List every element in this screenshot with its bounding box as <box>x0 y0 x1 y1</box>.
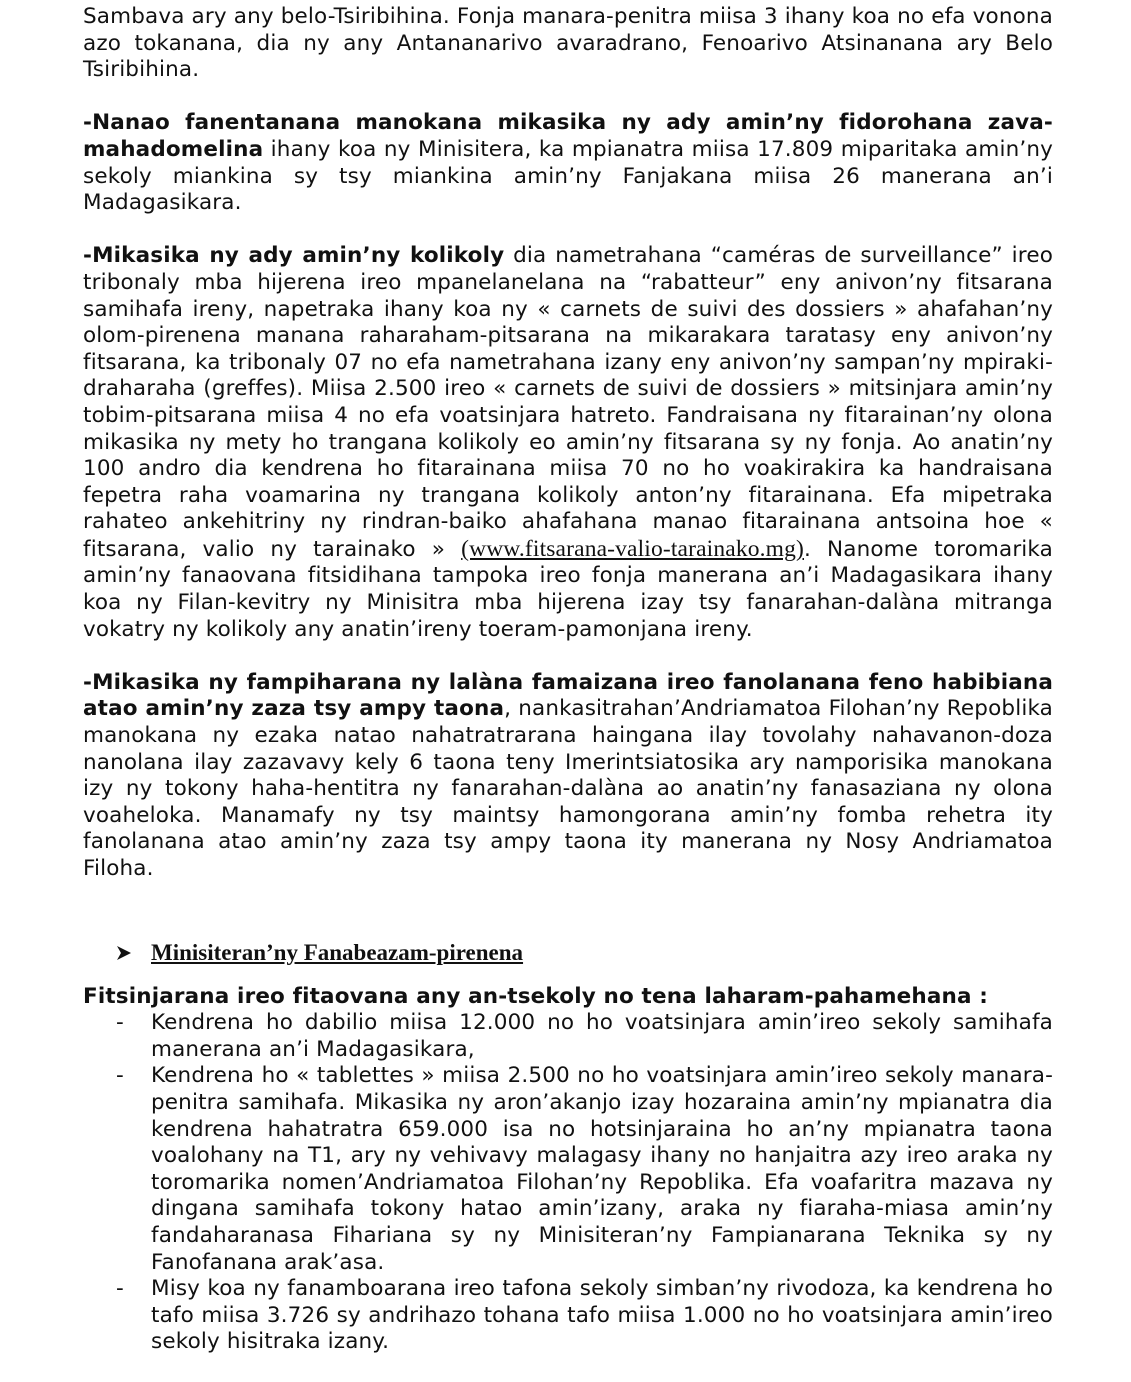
list-item <box>83 1063 1053 1276</box>
subheading: Fitsinjarana ireo fitaovana any an-tsekoly no tena laharam-pahamehana : <box>83 983 988 1009</box>
document-page <box>83 0 1053 1356</box>
spacer <box>83 643 1053 670</box>
paragraph-intro <box>83 4 1053 84</box>
arrow-bullet-icon <box>83 938 151 968</box>
paragraph-law <box>83 670 1053 883</box>
paragraph-corruption-text-a: dia nametrahana “caméras de surveillance” ireo tribonaly mba hijerena ireo mpanelanelana na “rabatteur” eny anivon’ny fitsarana samihafa ireny, napetraka ihany koa ny « carnets de suivi des dossiers » ahafahan’ny olom-pirenena manana raharaham-pitsarana na mikarakara taratasy eny anivon’ny fitsarana, ka tribonaly 07 no efa nametrahana izany eny anivon’ny sampan’ny mpiraki-draharaha (greffes). Miisa 2.500 ireo « carnets de suivi de dossiers » mitsinjara amin’ny tobim-pitsarana miisa 4 no efa voatsinjara hatreto. Fandraisana ny fitarainan’ny olona mikasika ny mety ho trangana kolikoly eo amin’ny fitsarana sy ny fonja. Ao anatin’ny 100 andro dia kendrena ho fitarainana miisa 70 no ho voakirakira ka handraisana fepetra raha voamarina ny trangana kolikoly anton’ny fitarainana. Efa mipetraka rahateo ankehitriny ny rindran-baiko ahafahana manao fitarainana antsoina hoe « fitsarana, valio ny tarainako » <box>83 243 1053 562</box>
section-heading <box>83 938 1053 968</box>
paragraph-corruption <box>83 243 1053 643</box>
paragraph-law-lead: -Mikasika ny fampiharana ny lalàna famaizana ireo fanolanana feno habibiana atao amin’ny zaza tsy ampy taona <box>83 669 1053 722</box>
spacer <box>83 217 1053 244</box>
section-title: Minisiteran’ny Fanabeazam-pirenena <box>151 939 524 965</box>
dash-bullet: - <box>116 1063 124 1089</box>
paragraph-drugs-lead: -Nanao fanentanana manokana mikasika ny ady amin’ny fidorohana zava-mahadomelina <box>83 110 1053 162</box>
spacer <box>83 883 1053 938</box>
list-item-text: Kendrena ho « tablettes » miisa 2.500 no ho voatsinjara amin’ireo sekoly manara-penitra samihafa. Mikasika ny aron’akanjo izay hozaraina amin’ny mpianatra dia kendrena hahatratra 659.000 isa no hotsinjaraina ho an’ny mpianatra taona voalohany na T1, ary ny vehivavy malagasy ihany no hanjaitra azy ireo araka ny toromarika nomen’Andriamatoa Filohan’ny Repoblika. Efa voafaritra mazava ny dingana samihafa tokony hatao amin’izany, araka ny fiaraha-miasa amin’ny fandaharanasa Fihariana sy ny Minisiteran’ny Fampianarana Teknika sy ny Fanofanana arak’asa. <box>151 1063 1053 1275</box>
paragraph-drugs-text: ihany koa ny Minisitera, ka mpianatra miisa 17.809 miparitaka amin’ny sekoly miankina sy tsy miankina amin’ny Fanjakana miisa 26 manerana an’i Madagasikara. <box>83 136 1053 216</box>
paragraph-corruption-text-b: . Nanome toromarika amin’ny fanaovana fitsidihana tampoka ireo fonja manerana an’i Madagasikara ihany koa ny Filan-kevitry ny Minisitra mba hijerena izay tsy fanarahan-dalàna mitranga vokatry ny kolikoly any anatin’ireny toeram-pamonjana ireny. <box>83 536 1053 642</box>
bullet-list <box>83 1010 1053 1356</box>
list-item <box>83 1276 1053 1356</box>
list-item <box>83 1010 1053 1063</box>
paragraph-intro-text: Sambava ary any belo-Tsiribihina. Fonja manara-penitra miisa 3 ihany koa no efa vonona azo tokanana, dia ny any Antananarivo avaradrano, Fenoarivo Atsinanana ary Belo Tsiribihina. <box>83 4 1053 83</box>
spacer <box>83 84 1053 111</box>
dash-bullet: - <box>116 1276 124 1302</box>
paragraph-drugs <box>83 110 1053 216</box>
paragraph-law-text: , nankasitrahan’Andriamatoa Filohan’ny Repoblika manokana ny ezaka natao nahatratrarana haingana ilay tovolahy nahavanon-doza nanolana ilay zazavavy kely 6 taona teny Imerintsiatosika ary namporisika manokana izy ny tokony haha-hentitra ny fanarahan-dalàna ao anatin’ny fanasaziana ny olona voaheloka. Manamafy ny tsy maintsy hamongorana amin’ny fomba rehetra ity fanolanana atao amin’ny zaza tsy ampy taona ity manerana ny Nosy Andriamatoa Filoha. <box>83 696 1053 881</box>
dash-bullet: - <box>116 1010 124 1036</box>
list-item-text: Misy koa ny fanamboarana ireo tafona sekoly simban’ny rivodoza, ka kendrena ho tafo miisa 3.726 sy andrihazo tohana tafo miisa 1.000 no ho voatsinjara amin’ireo sekoly hisitraka izany. <box>151 1276 1053 1355</box>
spacer <box>83 968 1053 984</box>
list-item-text: Kendrena ho dabilio miisa 12.000 no ho voatsinjara amin’ireo sekoly samihafa manerana an’i Madagasikara, <box>151 1010 1053 1062</box>
website-link[interactable]: (www.fitsarana-valio-tarainako.mg) <box>461 535 804 562</box>
paragraph-corruption-lead: -Mikasika ny ady amin’ny kolikoly <box>83 243 505 269</box>
